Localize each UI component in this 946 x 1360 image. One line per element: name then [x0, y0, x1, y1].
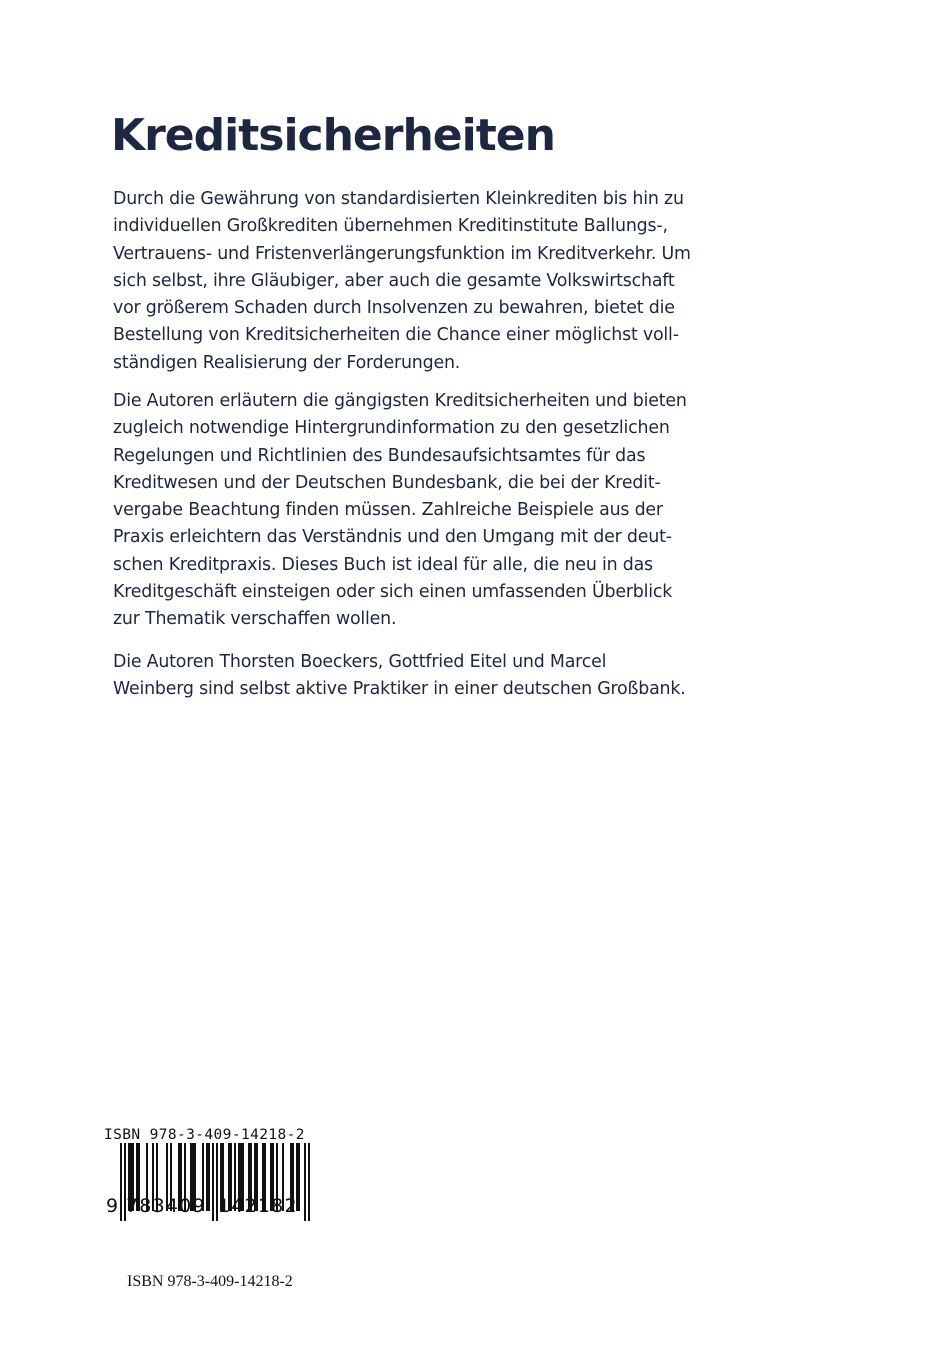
text-line: sich selbst, ihre Gläubiger, aber auch die gesamte Volkswirtschaft [113, 270, 675, 291]
text-line: Kreditgeschäft einsteigen oder sich einen umfassenden Überblick [113, 582, 673, 603]
barcode-isbn-label: ISBN 978-3-409-14218-2 [104, 1127, 305, 1143]
barcode-digits-right: 142182 [218, 1195, 298, 1217]
barcode-digits-left: 783409 [126, 1195, 206, 1217]
barcode-bar [298, 1143, 300, 1211]
text-line: Kreditwesen und der Deutschen Bundesbank, die bei der Kredit- [113, 472, 661, 493]
barcode-bar [308, 1143, 310, 1221]
text-line: Regelungen und Richtlinien des Bundesaufsichtsamtes für das [113, 445, 646, 466]
description-paragraph-1 [113, 186, 691, 377]
text-line: Die Autoren Thorsten Boeckers, Gottfried Eitel und Marcel [113, 652, 607, 672]
text-line: Weinberg sind selbst aktive Praktiker in einer deutschen Großbank. [113, 679, 686, 700]
barcode-bar [304, 1143, 306, 1221]
barcode-bar [212, 1143, 214, 1221]
text-line: zugleich notwendige Hintergrundinformation zu den gesetzlichen [113, 418, 670, 439]
text-line: Durch die Gewährung von standardisierten Kleinkrediten bis hin zu [113, 189, 684, 209]
text-line: individuellen Großkrediten übernehmen Kreditinstitute Ballungs-, [113, 216, 668, 237]
barcode-digit-first: 9 [106, 1195, 119, 1217]
text-line: zur Thematik verschaffen wollen. [113, 609, 397, 630]
author-paragraph [113, 649, 686, 704]
text-line: ständigen Realisierung der Forderungen. [113, 352, 461, 373]
cover-title: Kreditsicherheiten [111, 110, 555, 161]
barcode-bar [208, 1143, 210, 1211]
barcode-bar [206, 1143, 208, 1211]
text-line: Bestellung von Kreditsicherheiten die Chance einer möglichst voll- [113, 325, 679, 346]
text-line: vor größerem Schaden durch Insolvenzen zu bewahren, bietet die [113, 298, 675, 319]
text-line: schen Kreditpraxis. Dieses Buch ist ideal für alle, die neu in das [113, 554, 653, 575]
text-line: Vertrauens- und Fristenverlängerungsfunktion im Kreditverkehr. Um [113, 243, 691, 264]
description-paragraph-2 [113, 388, 687, 634]
text-line: vergabe Beachtung finden müssen. Zahlreiche Beispiele aus der [113, 500, 663, 521]
text-line: Die Autoren erläutern die gängigsten Kreditsicherheiten und bieten [113, 391, 687, 411]
barcode-bar [120, 1143, 122, 1221]
text-line: Praxis erleichtern das Verständnis und den Umgang mit der deut- [113, 527, 672, 548]
isbn-footer: ISBN 978-3-409-14218-2 [127, 1273, 293, 1290]
